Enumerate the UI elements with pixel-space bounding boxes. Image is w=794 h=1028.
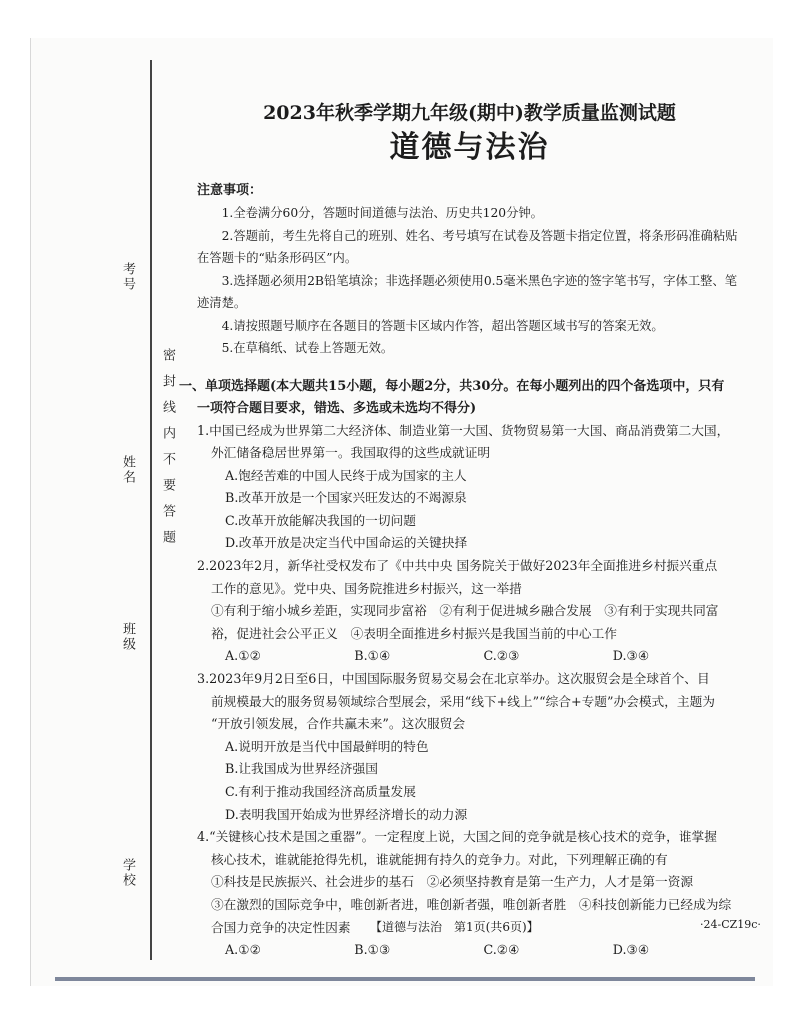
q3-option-d: D.表明我国开始成为世界经济增长的动力源: [225, 806, 468, 822]
q1-option-a: A.饱经苦难的中国人民终于成为国家的主人: [225, 467, 467, 483]
question-4-statements-cont: ③在激烈的国际竞争中，唯创新者进，唯创新者强，唯创新者胜 ④科技创新能力已经成为综: [211, 896, 732, 912]
school-label: 学校: [120, 858, 135, 888]
question-3-stem: 3.2023年9月2日至6日，中国国际服务贸易交易会在北京举办。这次服贸会是全球首个、目: [197, 671, 710, 687]
q2-option-a: A.①②: [225, 648, 261, 664]
q1-option-c: C.改革开放能解决我国的一切问题: [225, 512, 416, 528]
q3-option-c: C.有利于推动我国经济高质量发展: [225, 784, 416, 799]
exam-number-label: 考号: [120, 262, 135, 292]
scan-edge: [55, 977, 755, 981]
q1-option-b: B.改革开放是一个国家兴旺发达的不竭源泉: [225, 490, 467, 506]
q3-option-a: A.说明开放是当代中国最鲜明的特色: [225, 738, 429, 754]
question-3-stem-cont2: “开放引领发展，合作共赢未来”。这次服贸会: [211, 716, 466, 732]
notes-heading: 注意事项：: [197, 183, 263, 198]
q4-option-c: C.②④: [483, 942, 520, 958]
q4-option-d: D.③④: [612, 942, 650, 958]
question-1-stem-cont: 外汇储备稳居世界第一。我国取得的这些成就证明: [211, 445, 491, 461]
question-2-stem: 2.2023年2月，新华社受权发布了《中共中央 国务院关于做好2023年全面推进乡村振兴重点: [197, 558, 718, 574]
seal-notice: 密 封 线 内 不 要 答 题: [160, 348, 175, 543]
exam-title: 2023年秋季学期九年级(期中)教学质量监测试题: [263, 102, 676, 124]
q4-option-b: B.①③: [354, 942, 391, 958]
question-1-stem: 1.中国已经成为世界第二大经济体、制造业第一大国、货物贸易第一大国、商品消费第二大国，: [197, 422, 730, 438]
question-4-statements-cont2: 合国力竞争的决定性因素: [211, 919, 351, 935]
note-item: 1.全卷满分60分，答题时间道德与法治、历史共120分钟。: [221, 206, 543, 220]
question-2-statements: ①有利于缩小城乡差距，实现同步富裕 ②有利于促进城乡融合发展 ③有利于实现共同富: [211, 603, 719, 619]
question-3-stem-cont: 前规模最大的服务贸易领域综合型展会，采用“线下+线上”“综合+专题”办会模式，主题为: [211, 693, 715, 709]
question-4-stem: 4.“关键核心技术是国之重器”。一定程度上说，大国之间的竞争就是核心技术的竞争，谁掌握: [197, 829, 717, 845]
q2-option-d: D.③④: [612, 648, 650, 664]
note-item: 4.请按照题号顺序在各题目的答题卡区域内作答，超出答题区域书写的答案无效。: [221, 318, 664, 333]
q4-options: [225, 939, 742, 962]
exam-content: [179, 98, 742, 962]
q2-options: [225, 645, 742, 668]
section-heading-cont: 一项符合题目要求，错选、多选或未选均不得分): [197, 400, 477, 416]
note-item: 5.在草稿纸、试卷上答题无效。: [221, 341, 394, 355]
question-4-stem-cont: 核心技术，谁就能抢得先机，谁就能拥有持久的竞争力。对此，下列理解正确的有: [211, 851, 668, 867]
section-heading: 一、单项选择题(本大题共15小题，每小题2分，共30分。在每小题列出的四个备选项中，只有: [179, 378, 725, 394]
q2-option-c: C.②③: [483, 648, 520, 664]
name-label: 姓名: [120, 455, 135, 485]
paper-code: ·24-CZ19c·: [700, 918, 761, 931]
subject-title: 道德与法治: [389, 130, 550, 165]
binding-line: [150, 60, 152, 960]
q2-option-b: B.①④: [354, 648, 391, 664]
question-2-statements-cont: 裕，促进社会公平正义 ④表明全面推进乡村振兴是我国当前的中心工作: [211, 625, 617, 641]
q3-option-b: B.让我国成为世界经济强国: [225, 761, 378, 777]
question-4-statements: ①科技是民族振兴、社会进步的基石 ②必须坚持教育是第一生产力，人才是第一资源: [211, 874, 694, 890]
note-item: 2.答题前，考生先将自己的班别、姓名、考号填写在试卷及答题卡指定位置，将条形码准确粘贴在答题卡的“贴条形码区”内。: [197, 228, 738, 265]
q1-option-d: D.改革开放是决定当代中国命运的关键抉择: [225, 535, 468, 551]
page-footer: 【道德与法治 第1页(共6页)】: [370, 920, 539, 934]
class-label: 班级: [120, 622, 135, 652]
note-item: 3.选择题必须用2B铅笔填涂；非选择题必须使用0.5毫米黑色字迹的签字笔书写，字体工整、笔迹清楚。: [197, 273, 738, 310]
q4-option-a: A.①②: [225, 942, 261, 958]
question-2-stem-cont: 工作的意见》。党中央、国务院推进乡村振兴，这一举措: [211, 580, 522, 596]
